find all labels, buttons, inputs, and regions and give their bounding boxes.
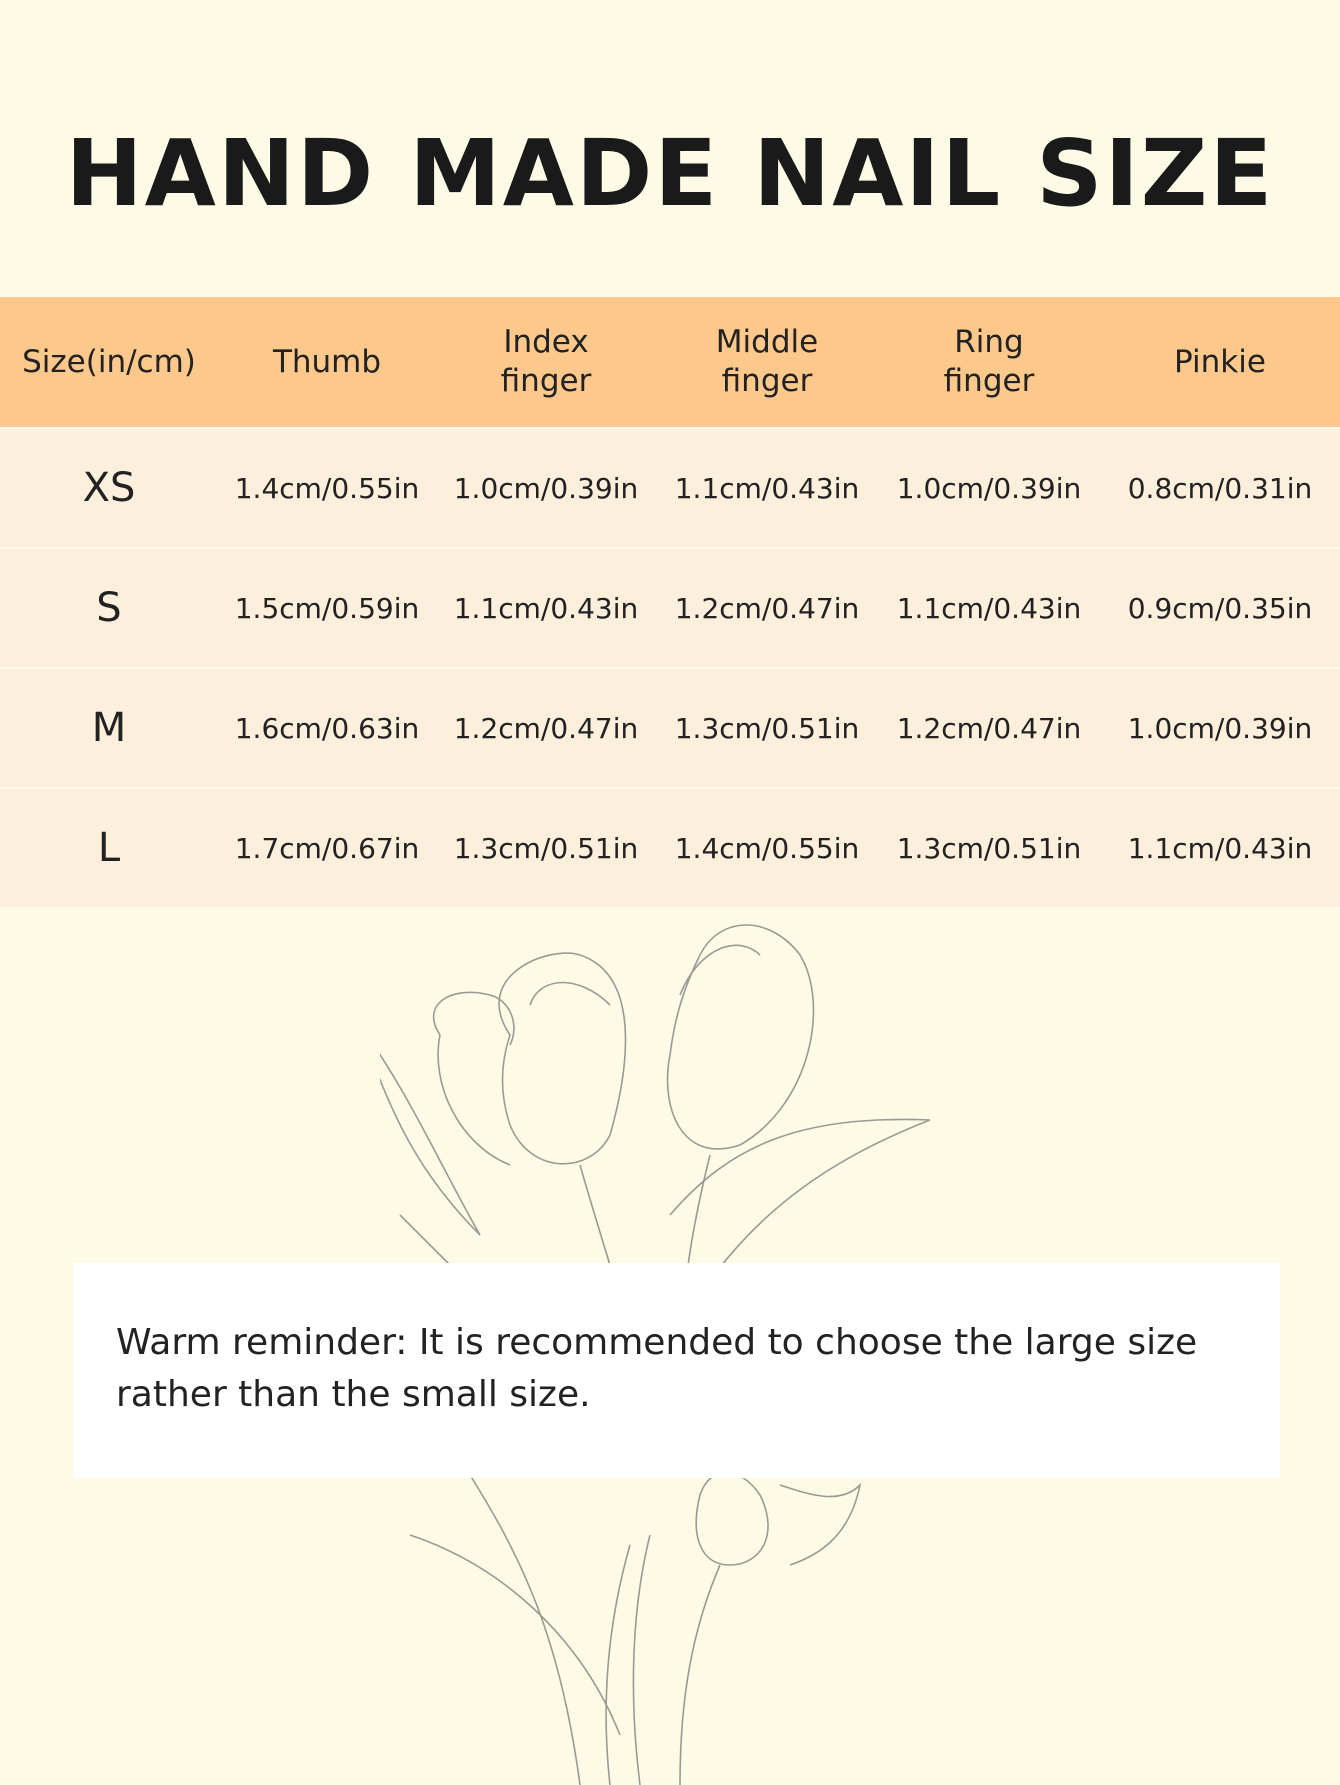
middle-value: 1.4cm/0.55in	[674, 831, 860, 865]
pinkie-value: 1.0cm/0.39in	[1127, 711, 1313, 745]
index-value: 1.3cm/0.51in	[453, 831, 639, 865]
size-label: S	[96, 585, 122, 631]
table-row	[0, 547, 1340, 667]
table-row	[0, 787, 1340, 907]
pinkie-value: 0.9cm/0.35in	[1127, 591, 1313, 625]
page-title: HAND MADE NAIL SIZE	[65, 120, 1275, 227]
ring-value: 1.3cm/0.51in	[896, 831, 1082, 865]
index-value: 1.1cm/0.43in	[453, 591, 639, 625]
header-index-finger: Index finger	[500, 324, 592, 399]
thumb-value: 1.5cm/0.59in	[234, 591, 420, 625]
header-middle-finger: Middle finger	[715, 324, 819, 399]
size-label: XS	[82, 465, 136, 511]
ring-value: 1.0cm/0.39in	[896, 471, 1082, 505]
middle-value: 1.2cm/0.47in	[674, 591, 860, 625]
ring-value: 1.1cm/0.43in	[896, 591, 1082, 625]
warm-reminder-text: Warm reminder: It is recommended to choose the large size rather than the small size.	[116, 1322, 1198, 1415]
table-row	[0, 667, 1340, 787]
pinkie-value: 0.8cm/0.31in	[1127, 471, 1313, 505]
pinkie-value: 1.1cm/0.43in	[1127, 831, 1313, 865]
ring-value: 1.2cm/0.47in	[896, 711, 1082, 745]
size-label: M	[91, 705, 127, 751]
index-value: 1.0cm/0.39in	[453, 471, 639, 505]
table-header	[0, 297, 1340, 427]
header-size: Size(in/cm)	[22, 343, 196, 380]
middle-value: 1.3cm/0.51in	[674, 711, 860, 745]
index-value: 1.2cm/0.47in	[453, 711, 639, 745]
table-row	[0, 427, 1340, 547]
size-table	[0, 297, 1340, 907]
warm-reminder-box	[73, 1263, 1280, 1478]
middle-value: 1.1cm/0.43in	[674, 471, 860, 505]
thumb-value: 1.7cm/0.67in	[234, 831, 420, 865]
size-label: L	[97, 825, 121, 871]
header-thumb: Thumb	[272, 343, 382, 380]
header-ring-finger: Ring finger	[943, 324, 1035, 399]
thumb-value: 1.6cm/0.63in	[234, 711, 420, 745]
thumb-value: 1.4cm/0.55in	[234, 471, 420, 505]
header-pinkie: Pinkie	[1174, 343, 1266, 380]
